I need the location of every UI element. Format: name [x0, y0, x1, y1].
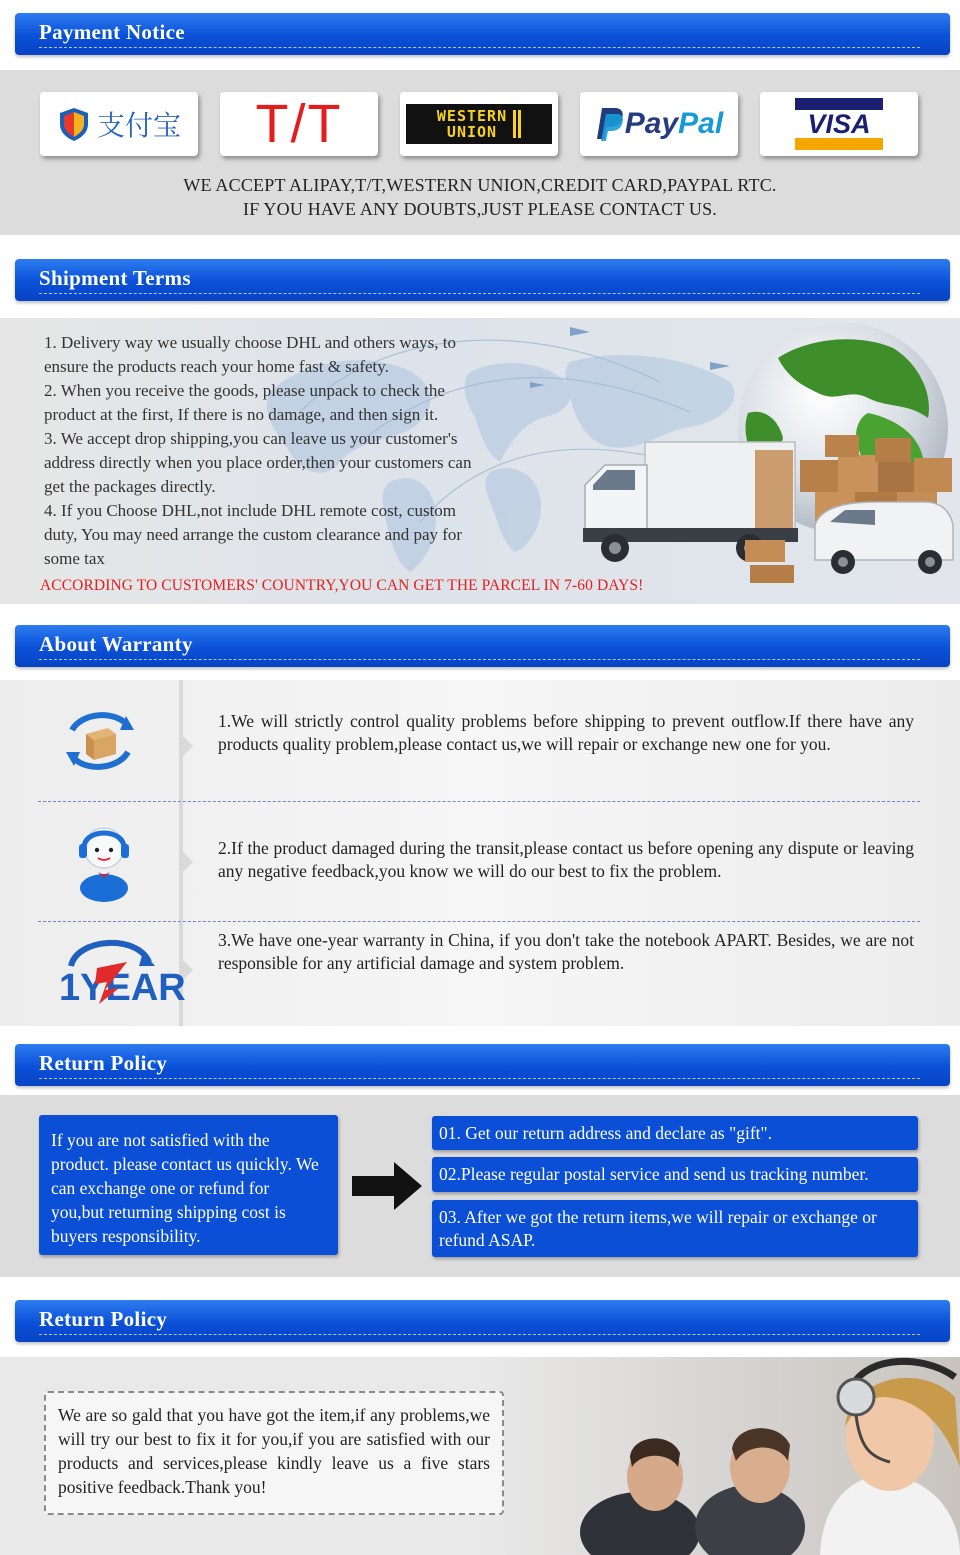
warranty-item-2-text: 2.If the product damaged during the transit,please contact us before opening any dispute or leaving any negative feedback,you know we will do our best to fix the problem. [218, 838, 914, 881]
shipment-line: duty, You may need arrange the custom clearance and pay for [44, 525, 463, 544]
warranty-divider [38, 801, 920, 802]
shield-icon [57, 106, 91, 142]
return-step-1: 01. Get our return address and declare as "gift". [432, 1116, 918, 1150]
western-union-line2: UNION [446, 123, 498, 141]
alipay-label: 支付宝 [96, 109, 181, 142]
delivery-time-note: ACCORDING TO CUSTOMERS' COUNTRY,YOU CAN GET THE PARCEL IN 7-60 DAYS! [40, 577, 644, 594]
shipment-line: some tax [44, 549, 105, 568]
header-divider [39, 659, 920, 660]
header-divider [39, 293, 920, 294]
tt-logo [220, 92, 378, 156]
return-policy-header-2 [15, 1300, 950, 1342]
shipment-terms-title: Shipment Terms [39, 266, 191, 290]
visa-logo [760, 92, 918, 156]
header-divider [39, 47, 920, 48]
support-agents-photo [560, 1357, 960, 1555]
shipment-line: 3. We accept drop shipping,you can leave us your customer's [44, 429, 458, 448]
paypal-logo [580, 92, 738, 156]
shipment-line: address directly when you place order,then your customers can [44, 453, 472, 472]
about-warranty-header [15, 625, 950, 667]
return-policy-header [15, 1044, 950, 1086]
one-year-icon [57, 932, 186, 1009]
shipment-line: 4. If you Choose DHL,not include DHL remote cost, custom [44, 501, 457, 520]
return-step-2: 02.Please regular postal service and send us tracking number. [432, 1157, 918, 1192]
shipment-line: 1. Delivery way we usually choose DHL and others ways, to [44, 333, 456, 352]
return-step-3: 03. After we got the return items,we will repair or exchange or refund ASAP. [432, 1200, 918, 1257]
header-divider [39, 1334, 920, 1335]
payment-contact-text: IF YOU HAVE ANY DOUBTS,JUST PLEASE CONTACT US. [243, 199, 717, 219]
warranty-divider [38, 921, 920, 922]
exchange-box-icon [64, 708, 136, 774]
payment-notice-title: Payment Notice [39, 20, 185, 44]
tt-label: T/T [255, 94, 343, 154]
right-arrow-icon [352, 1160, 424, 1212]
shipment-line: 2. When you receive the goods, please unpack to check the [44, 381, 445, 400]
western-union-line1: WESTERN [436, 107, 508, 125]
shipment-terms-text [44, 331, 532, 571]
shipment-line: product at the first, If there is no damage, and then sign it. [44, 405, 439, 424]
header-divider [39, 1078, 920, 1079]
pointer-arrow [183, 852, 193, 872]
shipment-line: get the packages directly. [44, 477, 216, 496]
paypal-label-pal: Pal [678, 107, 724, 140]
one-year-badge: 1YEAR [59, 967, 186, 1009]
visa-label: VISA [807, 109, 871, 139]
about-warranty-title: About Warranty [39, 632, 193, 656]
paypal-label-pay: Pay [624, 107, 679, 140]
warranty-item-3-text: 3.We have one-year warranty in China, if you don't take the notebook APART. Besides, we are not responsible for any artificial damage and system problem. [218, 930, 914, 973]
payment-accept-text: WE ACCEPT ALIPAY,T/T,WESTERN UNION,CREDIT CARD,PAYPAL RTC. [183, 175, 777, 195]
return-policy-title-2: Return Policy [39, 1307, 168, 1331]
feedback-message: We are so gald that you have got the item,if any problems,we will try our best to fix it for you,if you are satisfied with our products and services,please kindly leave us a five stars positive feedback.Thank you! [44, 1391, 504, 1515]
customer-service-icon [76, 820, 132, 902]
pointer-arrow [183, 736, 193, 756]
return-policy-note: If you are not satisfied with the product. please contact us quickly. We can exchange one or refund for you,but returning shipping cost is buyers responsibility. [39, 1115, 338, 1255]
delivery-truck-illustration [575, 430, 960, 590]
payment-notice-header [15, 13, 950, 55]
alipay-logo [40, 92, 198, 156]
return-policy-title: Return Policy [39, 1051, 168, 1075]
shipment-terms-header [15, 259, 950, 301]
shipment-line: ensure the products reach your home fast & safety. [44, 357, 389, 376]
paypal-p-icon [595, 106, 625, 142]
western-union-logo [400, 92, 558, 156]
warranty-item-1-text: 1.We will strictly control quality problems before shipping to prevent outflow.If there have any products quality problem,please contact us,we will repair or exchange new one for you. [218, 711, 914, 754]
